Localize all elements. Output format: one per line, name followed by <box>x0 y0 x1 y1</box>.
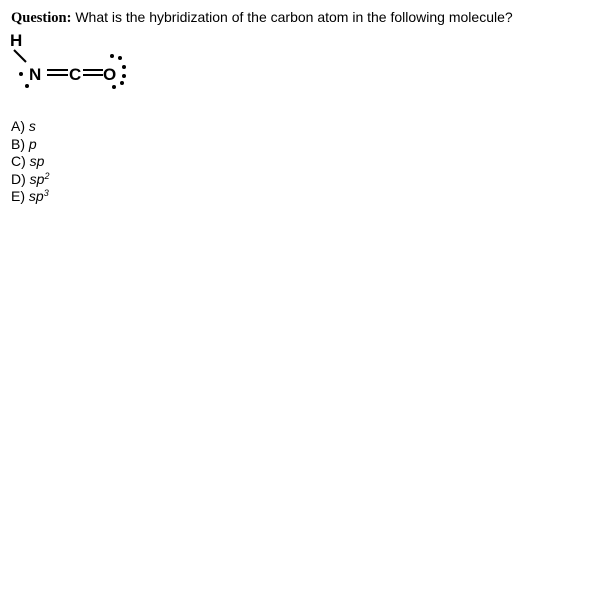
choice-value: sp <box>29 153 45 169</box>
choice-d[interactable] <box>11 171 49 189</box>
bond-n-c-double <box>47 70 68 75</box>
bond-h-n <box>14 50 26 62</box>
choice-value: s <box>28 118 36 134</box>
choice-value: p <box>28 135 37 152</box>
choice-letter: E) <box>11 188 25 204</box>
lewis-structure <box>0 0 140 100</box>
choice-value: $sp^2$ <box>29 170 50 187</box>
choice-a[interactable] <box>11 118 49 136</box>
choice-letter: D) <box>11 170 26 187</box>
question-text: What is the hybridization of the carbon atom in the following molecule? <box>75 9 513 25</box>
atom-carbon: C <box>69 65 82 84</box>
choice-c[interactable] <box>11 153 49 171</box>
atom-oxygen: O <box>103 65 117 84</box>
atom-nitrogen: N <box>29 65 42 84</box>
choice-value: $sp^3$ <box>28 188 49 204</box>
choice-b[interactable] <box>11 136 49 154</box>
choice-e[interactable] <box>11 188 49 206</box>
lewis-structure-diagram <box>0 0 140 100</box>
atom-hydrogen: H <box>10 31 23 50</box>
answer-choices <box>11 118 49 206</box>
nitrogen-lone-pair <box>19 72 29 88</box>
choice-letter: B) <box>11 135 25 152</box>
choice-letter: A) <box>11 118 25 134</box>
question-label: Question: <box>11 10 72 26</box>
choice-letter: C) <box>11 153 26 169</box>
bond-c-o-double <box>83 70 103 75</box>
